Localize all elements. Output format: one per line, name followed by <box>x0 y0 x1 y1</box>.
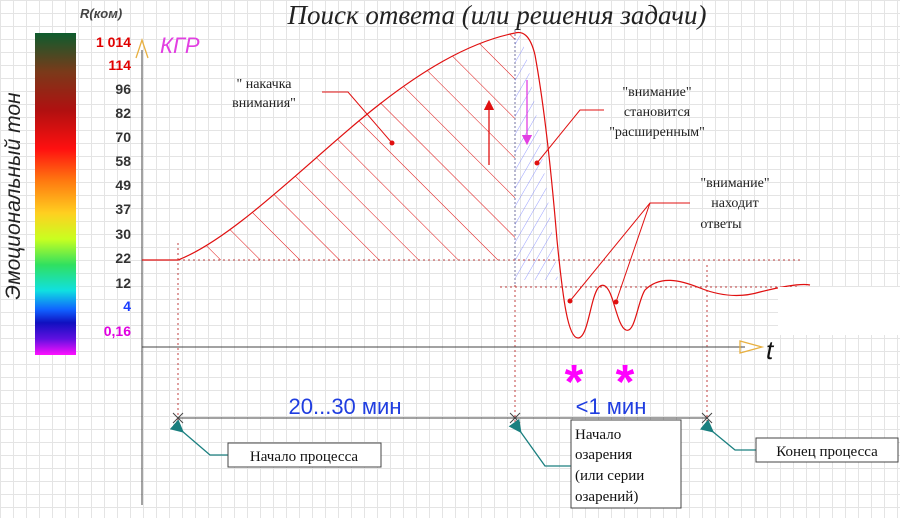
duration-first: 20...30 мин <box>288 394 402 419</box>
start-callout-text: Начало процесса <box>249 449 359 465</box>
insight-callout-arrow <box>520 431 571 466</box>
scale-tick-1014: 1 014 <box>95 34 131 50</box>
finds-pointer-dot-2 <box>614 300 619 305</box>
start-callout-arrow <box>182 431 228 455</box>
insight-callout-line3: (или серии <box>575 468 645 484</box>
scale-tick-4: 4 <box>123 298 131 314</box>
attention-pumping-area <box>178 33 515 260</box>
expanded-label-line1: "внимание" <box>622 85 692 100</box>
scale-tick-70: 70 <box>115 129 131 145</box>
finds-label-line1: "внимание" <box>700 176 770 191</box>
insight-star-2: * <box>615 356 635 409</box>
scale-tick-016: 0,16 <box>103 323 131 339</box>
side-label: Эмоциональный тон <box>2 92 25 300</box>
expanded-label-line3: "расширенным" <box>609 125 705 140</box>
scale-tick-22: 22 <box>115 250 131 266</box>
end-callout-text: Конец процесса <box>776 444 878 460</box>
insight-star-1: * <box>564 356 584 409</box>
expanded-attention-area <box>515 33 558 280</box>
finds-pointer-line-1 <box>570 203 690 301</box>
y-axis-label: КГР <box>160 33 200 58</box>
insight-callout-line2: озарения <box>575 447 633 463</box>
scale-tick-12: 12 <box>115 275 131 291</box>
scale-tick-30: 30 <box>115 226 131 242</box>
insight-callout-line1: Начало <box>575 427 622 443</box>
insight-callout-line4: озарений) <box>575 489 639 505</box>
scale-tick-37: 37 <box>115 201 131 217</box>
scale-tick-49: 49 <box>115 177 131 193</box>
duration-second: <1 мин <box>575 394 647 419</box>
emotional-tone-color-bar <box>35 33 76 355</box>
blank-panel <box>778 287 900 335</box>
finds-pointer-dot-1 <box>568 299 573 304</box>
scale-tick-96: 96 <box>115 81 131 97</box>
pumping-label-line1: " накачка <box>236 77 292 92</box>
expanded-label-line2: становится <box>623 105 691 120</box>
pumping-pointer-dot <box>390 141 395 146</box>
finds-pointer-line-2 <box>616 203 650 302</box>
scale-tick-58: 58 <box>115 153 131 169</box>
end-callout-arrow <box>712 431 756 450</box>
expanded-pointer-dot <box>535 161 540 166</box>
finds-label-line2: находит <box>711 196 759 211</box>
finds-label-line3: ответы <box>700 217 742 232</box>
scale-tick-114: 114 <box>108 57 131 73</box>
diagram-title: Поиск ответа (или решения задачи) <box>287 0 707 30</box>
x-axis-label: t <box>766 335 774 365</box>
pumping-label-line2: внимания" <box>232 96 296 111</box>
scale-header: R(ком) <box>80 6 123 21</box>
scale-tick-82: 82 <box>115 105 131 121</box>
